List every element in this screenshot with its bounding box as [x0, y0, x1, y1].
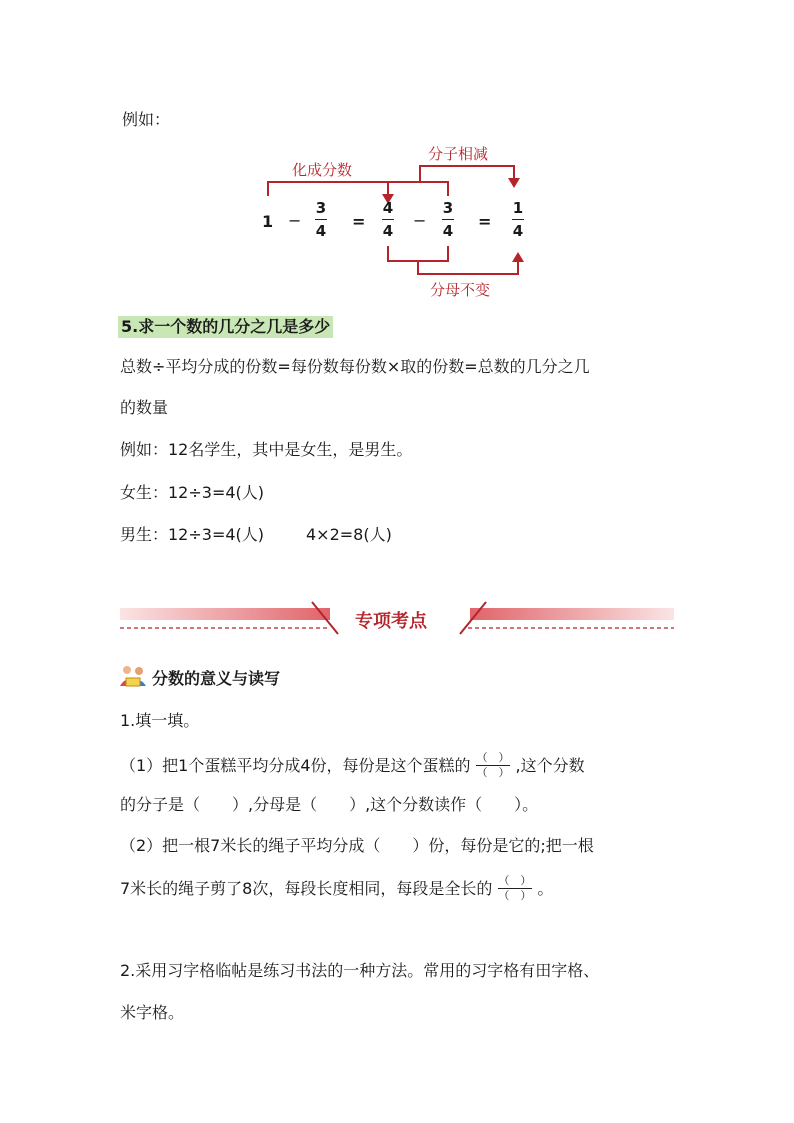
q1-part1-line1 — [120, 752, 585, 779]
subtract-numerator-label: 分子相减 — [428, 145, 489, 163]
numerator: 3 — [315, 199, 327, 217]
whole-one: 1 — [262, 212, 274, 231]
section-5-example: 例如：12名学生，其中是女生，是男生。 — [120, 440, 413, 459]
convert-label: 化成分数 — [292, 161, 353, 179]
q1-part1-text-a: （1）把1个蛋糕平均分成4份，每份是这个蛋糕的 — [120, 755, 471, 775]
numerator: 4 — [382, 199, 394, 217]
q2-line2: 米字格。 — [120, 1003, 185, 1022]
denominator: 4 — [315, 222, 327, 240]
numerator-bracket — [420, 166, 514, 182]
blank-numerator: （ ） — [476, 751, 510, 764]
blank-numerator: （ ） — [498, 874, 532, 887]
convert-bracket — [268, 182, 448, 196]
banner-title: 专项考点 — [355, 611, 427, 632]
denominator: 4 — [442, 222, 454, 240]
example-label: 例如： — [122, 110, 171, 129]
formula-line-1: 总数÷平均分成的份数=每份数每份数×取的份数=总数的几分之几 — [120, 357, 590, 376]
boys-calc-1: 男生：12÷3=4(人) — [120, 525, 265, 544]
denominator-bracket — [388, 246, 448, 261]
equals-sign-2: = — [478, 212, 492, 231]
q1-title: 1.填一填。 — [120, 711, 200, 730]
q1-part2-text-c: 。 — [537, 878, 554, 898]
girls-calc: 女生：12÷3=4(人) — [120, 483, 265, 502]
q2-line1: 2.采用习字格临帖是练习书法的一种方法。常用的习字格有田字格、 — [120, 961, 600, 980]
q1-part1-line2: 的分子是（ ）,分母是（ ）,这个分数读作（ ）。 — [120, 795, 539, 814]
denominator: 4 — [512, 222, 524, 240]
q1-part2-text-b: 7米长的绳子剪了8次，每段长度相同，每段是全长的 — [120, 878, 493, 898]
equals-sign-1: = — [352, 212, 366, 231]
formula-line-2: 的数量 — [120, 398, 169, 417]
denominator-unchanged-label: 分母不变 — [430, 281, 491, 299]
blank-denominator: （ ） — [476, 766, 510, 779]
numerator-arrowhead — [508, 178, 520, 188]
minus-sign-1: − — [288, 211, 302, 230]
denominator-arrowhead — [512, 252, 524, 262]
q1-part1-text-b: ,这个分数 — [515, 755, 585, 775]
numerator: 1 — [512, 199, 524, 217]
minus-sign-2: − — [413, 211, 427, 230]
fraction-three-quarters-2 — [438, 199, 458, 240]
q1-part2-line1: （2）把一根7米长的绳子平均分成（ ）份，每份是它的;把一根 — [120, 836, 594, 855]
topic-title: 分数的意义与读写 — [152, 669, 281, 688]
blank-fraction-1[interactable] — [473, 752, 514, 779]
q1-part2-line2 — [120, 875, 553, 902]
section-5-heading: 5.求一个数的几分之几是多少 — [118, 316, 333, 338]
section-banner — [0, 590, 794, 640]
denominator-arrow-line — [418, 260, 518, 274]
fraction-one-quarter — [508, 199, 528, 240]
fraction-three-quarters — [311, 199, 331, 240]
fraction-subtraction-diagram — [0, 0, 794, 310]
fraction-four-quarters — [378, 199, 398, 240]
blank-denominator: （ ） — [498, 889, 532, 902]
reading-children-icon — [118, 664, 148, 690]
boys-calc-2: 4×2=8(人) — [306, 525, 392, 544]
blank-fraction-2[interactable] — [494, 875, 535, 902]
diagram-brackets — [0, 0, 794, 310]
denominator: 4 — [382, 222, 394, 240]
numerator: 3 — [442, 199, 454, 217]
